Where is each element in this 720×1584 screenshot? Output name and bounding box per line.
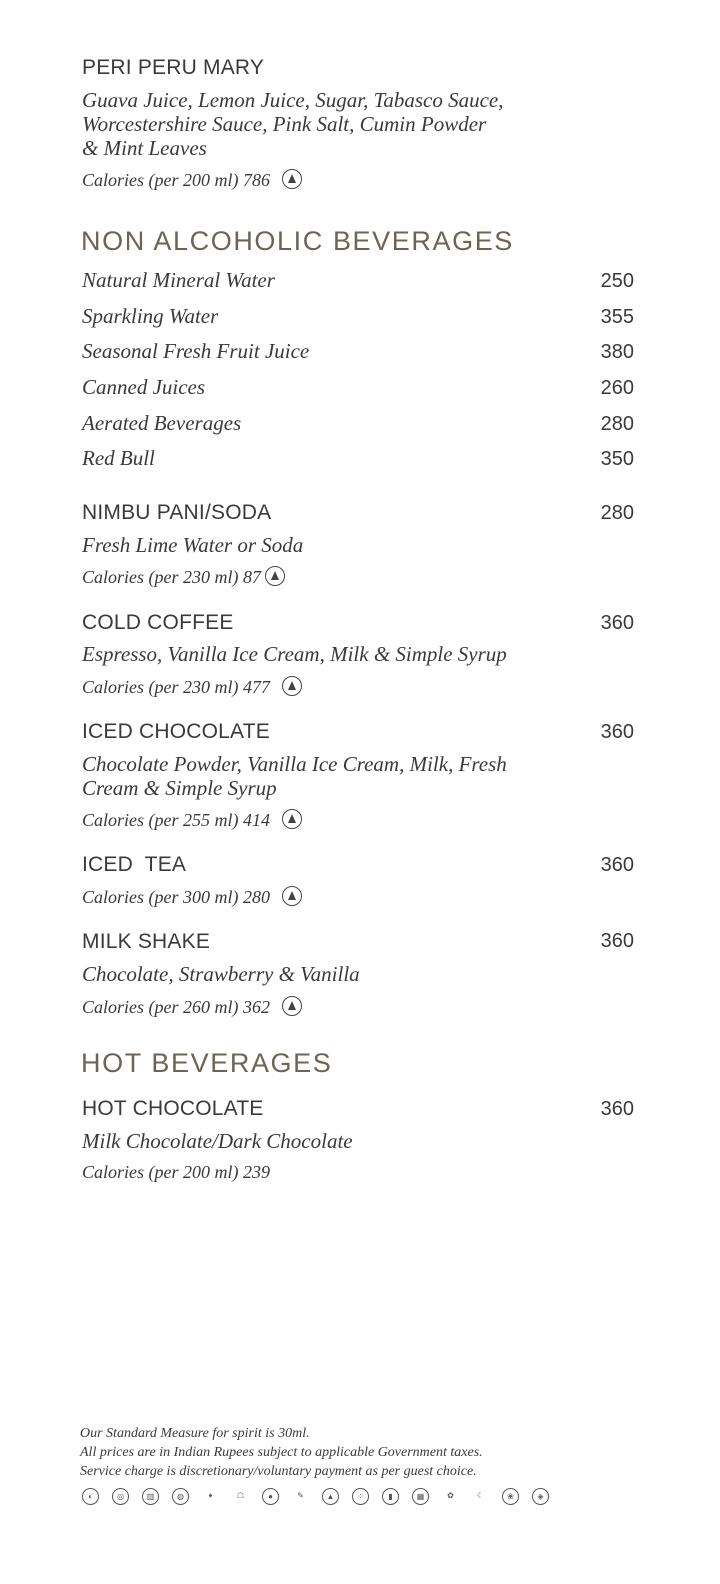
desc-line: & Mint Leaves: [82, 136, 207, 160]
crustacean-icon: ☖: [236, 1491, 245, 1500]
soy-icon: ✎: [297, 1491, 304, 1500]
vegetarian-icon: ◈: [529, 1488, 552, 1505]
item-name: Aerated Beverages: [82, 411, 242, 435]
item-name: Canned Juices: [82, 375, 206, 399]
item-name-cold-coffee: COLD COFFEE: [82, 611, 234, 634]
item-name: Sparkling Water: [82, 304, 219, 328]
calories-iced-tea: [82, 886, 302, 908]
item-name-milk-shake: MILK SHAKE: [82, 930, 211, 953]
sulphite-icon: ✿: [447, 1491, 454, 1500]
nuts-icon: ▥: [139, 1488, 162, 1505]
lupin-icon: ☾: [476, 1491, 485, 1500]
calories-peri-peru-mary: [82, 169, 302, 191]
item-price: 260: [600, 377, 634, 399]
alcohol-icon: [282, 169, 302, 189]
calories-text: Calories (per 255 ml) 414: [82, 810, 270, 830]
item-name: Natural Mineral Water: [82, 268, 275, 292]
desc-line: Guava Juice, Lemon Juice, Sugar, Tabasco Sauce,: [82, 88, 504, 112]
desc-line: Chocolate Powder, Vanilla Ice Cream, Milk, Fresh: [82, 752, 507, 776]
calories-iced-chocolate: [82, 809, 302, 831]
egg-icon: ◍: [169, 1488, 192, 1505]
item-price-nimbu-pani: 280: [600, 502, 634, 524]
sesame-icon: ⁘: [349, 1488, 372, 1505]
item-name: Seasonal Fresh Fruit Juice: [82, 339, 310, 363]
calories-text: Calories (per 260 ml) 362: [82, 997, 270, 1017]
footer-line: All prices are in Indian Rupees subject to applicable Government taxes.: [80, 1445, 483, 1460]
calories-text: Calories (per 230 ml) 477: [82, 677, 270, 697]
item-name-iced-tea: ICED TEA: [82, 853, 187, 876]
item-name: Red Bull: [82, 446, 155, 470]
alcohol-icon: [282, 676, 302, 696]
calories-milk-shake: [82, 996, 302, 1018]
alcohol-icon: [282, 886, 302, 906]
alcohol-icon: [282, 809, 302, 829]
gluten-icon: ◐: [79, 1488, 102, 1505]
item-desc-peri-peru-mary: [82, 88, 503, 160]
desc-line: Cream & Simple Syrup: [82, 776, 277, 800]
calories-text: Calories (per 230 ml) 87: [82, 567, 261, 587]
item-name-hot-chocolate: HOT CHOCOLATE: [82, 1097, 264, 1120]
item-price-milk-shake: 360: [600, 930, 634, 952]
fish-icon: ➧: [207, 1491, 214, 1500]
item-desc-hot-chocolate: Milk Chocolate/Dark Chocolate: [82, 1129, 353, 1153]
item-price: 380: [600, 341, 634, 363]
item-desc-nimbu-pani: Fresh Lime Water or Soda: [82, 533, 304, 557]
item-name-iced-chocolate: ICED CHOCOLATE: [82, 720, 270, 743]
mollusc-icon: ❀: [499, 1488, 522, 1505]
item-name-peri-peru-mary: PERI PERU MARY: [82, 56, 265, 79]
item-desc-milk-shake: Chocolate, Strawberry & Vanilla: [82, 962, 360, 986]
item-price-hot-chocolate: 360: [600, 1098, 634, 1120]
calories-text: Calories (per 300 ml) 280: [82, 887, 270, 907]
alcohol-icon: [282, 996, 302, 1016]
calories-hot-chocolate: Calories (per 200 ml) 239: [82, 1162, 270, 1182]
allergen-legend: [79, 1488, 552, 1505]
item-desc-iced-chocolate: [82, 752, 507, 800]
item-price-iced-tea: 360: [600, 854, 634, 876]
alcohol-icon: ▲: [319, 1488, 342, 1505]
footer-notes: [80, 1424, 483, 1481]
item-price-iced-chocolate: 360: [600, 721, 634, 743]
desc-line: Worcestershire Sauce, Pink Salt, Cumin Powder: [82, 112, 487, 136]
calories-nimbu-pani: [82, 566, 285, 588]
celery-icon: ▦: [409, 1488, 432, 1505]
item-price: 355: [600, 306, 634, 328]
section-title-hot-beverages: HOT BEVERAGES: [81, 1048, 333, 1078]
peanut-icon: ●: [259, 1488, 282, 1505]
item-price: 250: [600, 270, 634, 292]
footer-line: Our Standard Measure for spirit is 30ml.: [80, 1426, 310, 1441]
dairy-icon: ◎: [109, 1488, 132, 1505]
item-desc-cold-coffee: Espresso, Vanilla Ice Cream, Milk & Simple Syrup: [82, 642, 507, 666]
item-price: 350: [600, 448, 634, 470]
item-price: 280: [600, 413, 634, 435]
calories-cold-coffee: [82, 676, 302, 698]
footer-line: Service charge is discretionary/voluntary payment as per guest choice.: [80, 1464, 477, 1479]
mustard-icon: ▮: [379, 1488, 402, 1505]
section-title-non-alcoholic: NON ALCOHOLIC BEVERAGES: [81, 226, 514, 256]
alcohol-icon: [265, 566, 285, 586]
item-name-nimbu-pani: NIMBU PANI/SODA: [82, 501, 272, 524]
calories-text: Calories (per 200 ml) 786: [82, 170, 270, 190]
item-price-cold-coffee: 360: [600, 612, 634, 634]
